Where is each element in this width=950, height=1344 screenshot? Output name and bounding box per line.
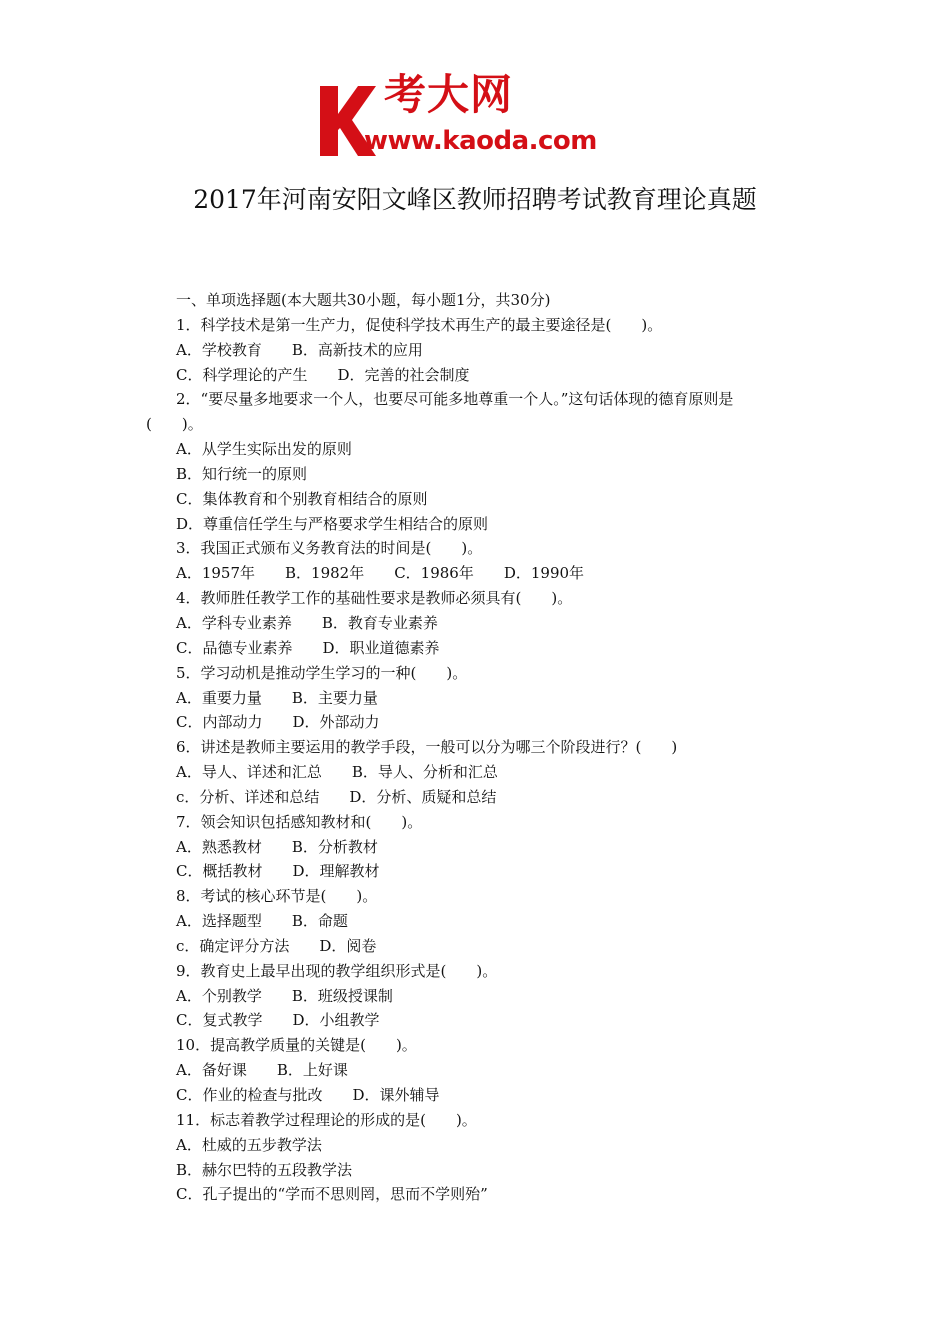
question-1: 1．科学技术是第一生产力，促使科学技术再生产的最主要途径是( )。: [176, 315, 663, 334]
question-11-option-a: A．杜威的五步教学法: [176, 1135, 322, 1154]
question-1-options-cd: C．科学理论的产生 D．完善的社会制度: [176, 365, 470, 384]
question-8: 8．考试的核心环节是( )。: [176, 887, 378, 906]
question-6: 6．讲述是教师主要运用的教学手段，一般可以分为哪三个阶段进行？( ): [176, 738, 678, 757]
question-11-option-b: B．赫尔巴特的五段教学法: [176, 1160, 353, 1179]
question-2-option-b: B．知行统一的原则: [176, 464, 308, 483]
question-3-options: A．1957年 B．1982年 C．1986年 D．1990年: [176, 564, 585, 583]
question-5-options-ab: A．重要力量 B．主要力量: [176, 688, 378, 707]
section-heading: 一、单项选择题(本大题共30小题，每小题1分，共30分): [176, 291, 551, 309]
question-4-options-ab: A．学科专业素养 B．教育专业素养: [176, 613, 438, 632]
question-7-options-ab: A．熟悉教材 B．分析教材: [176, 837, 378, 856]
logo-url: www.kaoda.com: [364, 126, 597, 156]
question-3: 3．我国正式颁布义务教育法的时间是( )。: [176, 539, 483, 558]
question-list: [146, 288, 816, 1207]
question-2-continued: ( )。: [146, 415, 203, 434]
page-title: 2017年河南安阳文峰区教师招聘考试教育理论真题: [193, 185, 757, 214]
question-5-options-cd: C．内部动力 D．外部动力: [176, 713, 380, 732]
kaoda-logo: [318, 70, 640, 162]
logo-name: 考大网: [384, 70, 514, 119]
question-2: 2．“要尽量多地要求一个人，也要尽可能多地尊重一个人。”这句话体现的德育原则是: [176, 390, 734, 409]
question-9-options-ab: A．个别教学 B．班级授课制: [176, 986, 393, 1005]
question-8-options-ab: A．选择题型 B．命题: [176, 912, 348, 931]
question-9-options-cd: C．复式教学 D．小组教学: [176, 1011, 380, 1030]
question-4: 4．教师胜任教学工作的基础性要求是教师必须具有( )。: [176, 589, 573, 608]
question-10: 10．提高教学质量的关键是( )。: [176, 1036, 417, 1055]
question-2-option-c: C．集体教育和个别教育相结合的原则: [176, 489, 428, 508]
question-6-options-cd: c．分析、详述和总结 D．分析、质疑和总结: [176, 787, 497, 806]
question-10-options-cd: C．作业的检查与批改 D．课外辅导: [176, 1086, 440, 1104]
question-2-option-d: D．尊重信任学生与严格要求学生相结合的原则: [176, 514, 489, 533]
question-7-options-cd: C．概括教材 D．理解教材: [176, 862, 380, 881]
question-4-options-cd: C．品德专业素养 D．职业道德素养: [176, 638, 440, 657]
question-11: 11．标志着教学过程理论的形成的是( )。: [176, 1110, 477, 1129]
question-7: 7．领会知识包括感知教材和( )。: [176, 812, 423, 831]
question-8-options-cd: c．确定评分方法 D．阅卷: [176, 936, 377, 955]
question-9: 9．教育史上最早出现的教学组织形式是( )。: [176, 961, 498, 980]
question-5: 5．学习动机是推动学生学习的一种( )。: [176, 663, 468, 682]
question-10-options-ab: A．备好课 B．上好课: [176, 1061, 348, 1080]
question-1-options-ab: A．学校教育 B．高新技术的应用: [176, 340, 423, 359]
question-2-option-a: A．从学生实际出发的原则: [176, 440, 352, 459]
question-11-option-c: C．孔子提出的“学而不思则罔，思而不学则殆”: [176, 1185, 488, 1204]
question-6-options-ab: A．导人、详述和汇总 B．导人、分析和汇总: [176, 763, 498, 782]
